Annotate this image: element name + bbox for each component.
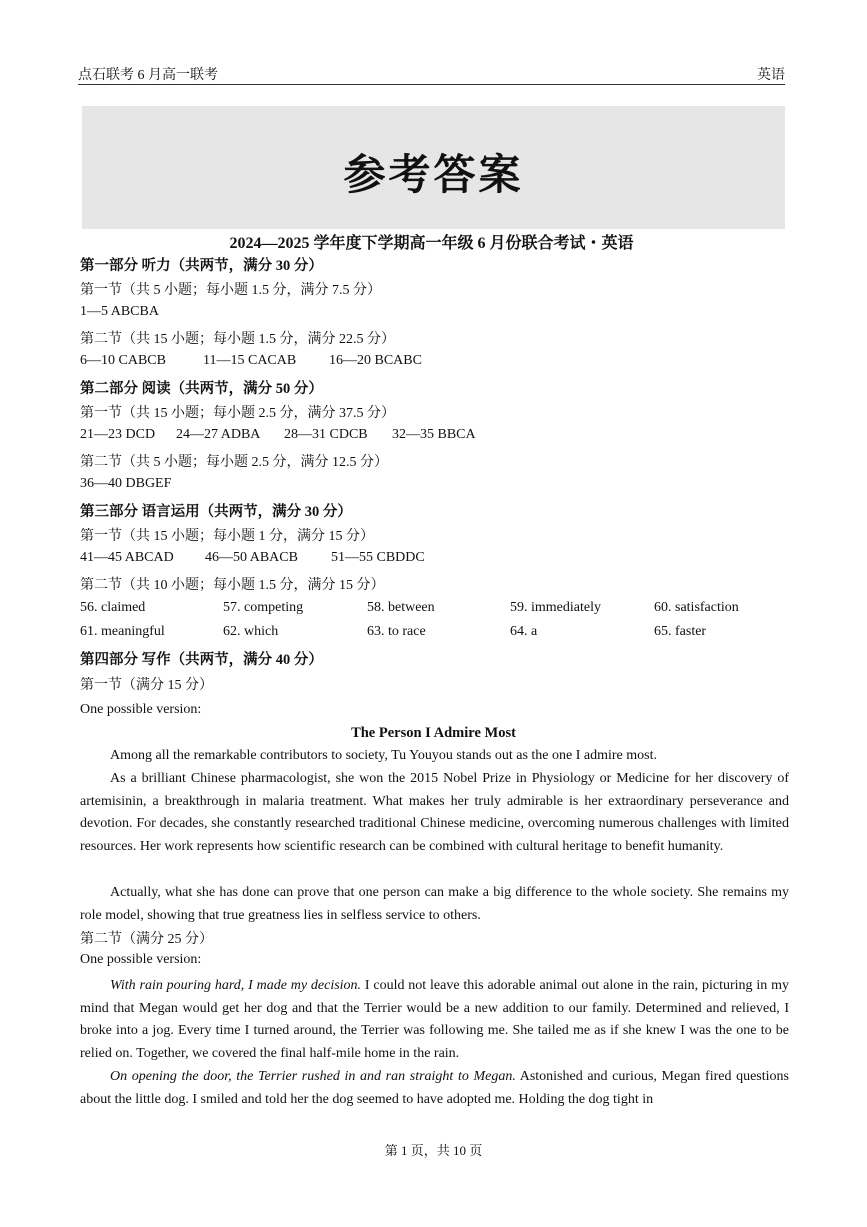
blank-answer: 64. a [510,624,538,639]
story-text: Astonished and curious, Megan fired questions about the little dog. I smiled and told her the dog seemed to have adopted me. Holding the dog tight in [80,1069,789,1107]
part1-section2: 第二节（共 15 小题；每小题 1.5 分，满分 22.5 分） [80,332,395,347]
answer-group: 6—10 CABCB [80,353,166,368]
answer-group: 28—31 CDCB [284,427,368,442]
essay-paragraph: Actually, what she has done can prove that one person can make a big difference to the whole society. She remains my role model, showing that true greatness lies in selfless service to others. [80,885,789,923]
essay-paragraph: Among all the remarkable contributors to society, Tu Youyou stands out as the one I admire most. [110,748,657,763]
part3-section1: 第一节（共 15 小题；每小题 1 分，满分 15 分） [80,529,374,544]
answer-group: 11—15 CACAB [203,353,297,368]
version-label: One possible version: [80,702,202,717]
blank-answer: 65. faster [654,624,707,639]
answer-group: 41—45 ABCAD [80,550,174,565]
answer-group: 51—55 CBDDC [331,550,425,565]
part2-title: 第二部分 阅读（共两节，满分 50 分） [80,381,323,397]
essay-paragraph: As a brilliant Chinese pharmacologist, she won the 2015 Nobel Prize in Physiology or Medicine for her discovery of artemisinin, a breakthrough in malaria treatment. What makes her truly admirable is her extraordinary perseverance and devotion. For decades, she constantly researched traditional Chinese medicine, overcoming numerous challenges with limited resources. Her work represents how scientific research can be combined with cultural heritage to benefit humanity. [80,771,789,855]
exam-title: 2024—2025 学年度下学期高一年级 6 月份联合考试・英语 [229,235,634,252]
blank-answer: 58. between [367,600,435,615]
story-lead-sentence: On opening the door, the Terrier rushed in and ran straight to Megan. [110,1069,516,1084]
blank-answer: 62. which [223,624,279,639]
header-subject: 英语 [757,68,785,83]
story-text: I could not leave this adorable animal out alone in the rain, picturing in my mind that Megan would get her dog and that the Terrier would be a new addition to our family. Determined and relieved, I broke into a jog. Every time I turned around, the Terrier was following me. She tailed me as if she knew I was the one to be relied on. Together, we covered the final half-mile home in the rain. [80,978,789,1062]
part1-title: 第一部分 听力（共两节，满分 30 分） [80,258,323,274]
answer-group: 16—20 BCABC [329,353,422,368]
answer-banner [82,106,785,229]
story-paragraph [80,975,789,1066]
blank-answer: 59. immediately [510,600,601,615]
part4-title: 第四部分 写作（共两节，满分 40 分） [80,652,323,668]
answer-group: 21—23 DCD [80,427,156,442]
page-header [78,62,785,85]
part4-section1: 第一节（满分 15 分） [80,678,213,693]
part3-title: 第三部分 语言运用（共两节，满分 30 分） [80,504,352,520]
part2-section2-answers: 36—40 DBGEF [80,476,172,491]
answer-group: 32—35 BBCA [392,427,476,442]
header-exam-name: 点石联考 6 月高一联考 [78,68,218,83]
part1-section1-answers: 1—5 ABCBA [80,304,159,319]
part3-section2: 第二节（共 10 小题；每小题 1.5 分，满分 15 分） [80,578,385,593]
banner-title: 参考答案 [343,153,524,199]
part1-section1: 第一节（共 5 小题；每小题 1.5 分，满分 7.5 分） [80,283,381,298]
blank-answer: 60. satisfaction [654,600,739,615]
blank-answer: 61. meaningful [80,624,165,639]
blank-answer: 56. claimed [80,600,146,615]
blank-answer: 63. to race [367,624,426,639]
answer-group: 46—50 ABACB [205,550,298,565]
part4-section2: 第二节（满分 25 分） [80,932,213,947]
part2-section2: 第二节（共 5 小题；每小题 2.5 分，满分 12.5 分） [80,455,388,470]
blank-answer: 57. competing [223,600,304,615]
version-label: One possible version: [80,952,202,967]
essay-title: The Person I Admire Most [351,725,516,741]
story-paragraph [80,1066,789,1111]
page-footer: 第 1 页，共 10 页 [384,1143,483,1158]
answer-group: 24—27 ADBA [176,427,261,442]
story-lead-sentence: With rain pouring hard, I made my decision. [110,978,362,993]
part2-section1: 第一节（共 15 小题；每小题 2.5 分，满分 37.5 分） [80,406,395,421]
